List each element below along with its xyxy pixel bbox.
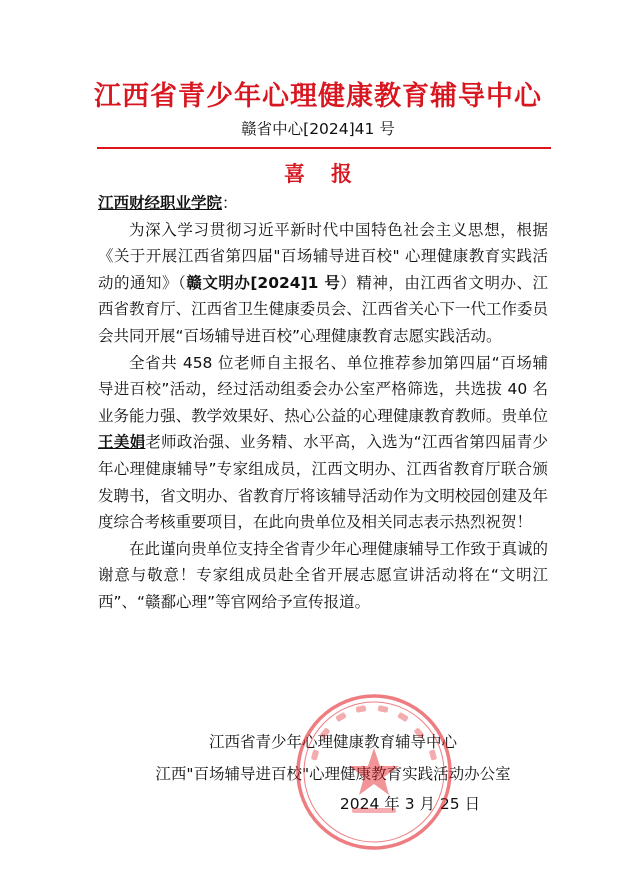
addressee-colon: ： — [222, 194, 238, 212]
seal-star-icon — [349, 748, 399, 795]
paragraph-2-part-a: 全省共 458 位老师自主报名、单位推荐参加第四届“百场辅导进百校”活动，经过活动组委会办公室严格筛选，共选拔 40 名业务能力强、教学效果好、热心公益的心理健康教育教师。贵单位 — [98, 353, 548, 425]
document-number: 赣省中心[2024]41 号 — [241, 120, 395, 138]
signature-office: 江西"百场辅导进百校"心理健康教育实践活动办公室 — [155, 765, 511, 783]
headline-good-news: 喜报 — [284, 161, 378, 186]
paragraph-1-part-a: 为深入学习贯彻习近平新时代中国特色社会主义思想，根据《关于开展江西省第四届"百场辅导进百校" 心理健康教育实践活动的通知》（ — [98, 220, 548, 292]
red-divider-line — [97, 147, 551, 149]
addressee-name: 江西财经职业学院 — [98, 194, 223, 212]
teacher-name: 王美娟 — [98, 433, 146, 452]
letter-body — [98, 190, 548, 616]
paragraph-2-part-b: 老师政治强、业务精、水平高，入选为“江西省第四届青少年心理健康辅导”专家组成员，江西文明办、江西省教育厅联合颁发聘书，省文明办、省教育厅将该辅导活动作为文明校园创建及年度综合考核重要项目，在此向贵单位及相关同志表示热烈祝贺！ — [98, 433, 548, 532]
paragraph-1 — [98, 217, 548, 350]
addressee-line — [98, 190, 548, 217]
paragraph-2 — [98, 350, 548, 536]
document-reference: 赣文明办[2024]1 号 — [186, 273, 341, 292]
paragraph-1-part-b: ）精神，由江西省文明办、江西省教育厅、江西省卫生健康委员会、江西省关心下一代工作委员会共同开展“百场辅导进百校”心理健康教育志愿实践活动。 — [98, 273, 548, 345]
official-seal-stamp — [292, 690, 456, 854]
signature-organization: 江西省青少年心理健康教育辅导中心 — [208, 733, 457, 751]
signature-date: 2024 年 3 月 25 日 — [339, 795, 481, 813]
paragraph-3: 在此谨向贵单位支持全省青少年心理健康辅导工作致于真诚的谢意与敬意！专家组成员赴全省开展志愿宣讲活动将在“文明江西”、“赣鄱心理”等官网给予宣传报道。 — [98, 539, 548, 611]
organization-title: 江西省青少年心理健康教育辅导中心 — [94, 81, 542, 112]
